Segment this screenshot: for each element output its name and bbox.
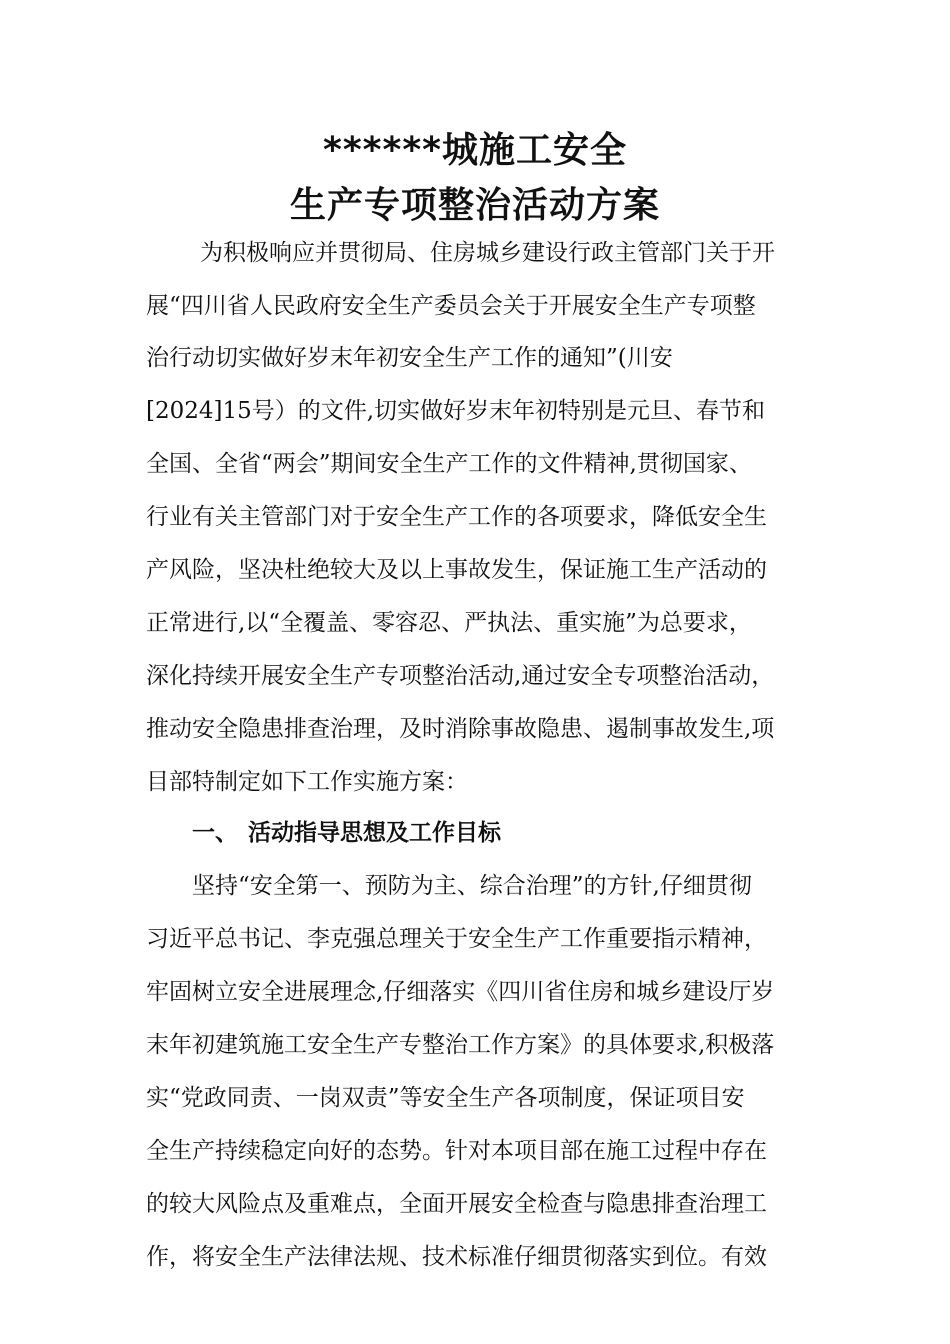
section-1-paragraph-line: 全生产持续稳定向好的态势。针对本项目部在施工过程中存在 bbox=[146, 1138, 767, 1164]
intro-paragraph-line: 深化持续开展安全生产专项整治活动,通过安全专项整治活动， bbox=[146, 663, 775, 689]
intro-paragraph-line: 为积极响应并贯彻局、住房城乡建设行政主管部门关于开 bbox=[200, 240, 775, 266]
section-1-number: 一、 bbox=[192, 820, 238, 846]
intro-paragraph-line: 治行动切实做好岁末年初安全生产工作的通知”(川安 bbox=[146, 345, 673, 371]
section-1-paragraph-line: 末年初建筑施工安全生产专整治工作方案》的具体要求,积极落 bbox=[146, 1032, 775, 1058]
document-title-line-2: 生产专项整治活动方案 bbox=[289, 185, 660, 226]
intro-paragraph-line: 正常进行,以“全覆盖、零容忍、严执法、重实施”为总要求， bbox=[146, 610, 752, 636]
intro-paragraph-line: 推动安全隐患排查治理，及时消除事故隐患、遏制事故发生,项 bbox=[146, 716, 775, 742]
section-1-paragraph-line: 实“党政同责、一岗双责”等安全生产各项制度，保证项目安 bbox=[146, 1085, 745, 1111]
intro-paragraph-line: 全国、全省“两会”期间安全生产工作的文件精神,贯彻国家、 bbox=[146, 451, 752, 477]
section-1-heading: 活动指导思想及工作目标 bbox=[248, 820, 501, 846]
intro-paragraph-line: [2024]15号）的文件,切实做好岁末年初特别是元旦、春节和 bbox=[146, 398, 766, 424]
document-title-line-1: ******城施工安全 bbox=[323, 130, 627, 171]
section-1-paragraph-line: 坚持“安全第一、预防为主、综合治理”的方针,仔细贯彻 bbox=[192, 873, 752, 899]
intro-paragraph-line: 行业有关主管部门对于安全生产工作的各项要求，降低安全生 bbox=[146, 504, 767, 530]
section-1-paragraph-line: 作，将安全生产法律法规、技术标准仔细贯彻落实到位。有效 bbox=[146, 1244, 767, 1270]
intro-paragraph-line: 展“四川省人民政府安全生产委员会关于开展安全生产专项整 bbox=[146, 293, 756, 319]
section-1-paragraph-line: 的较大风险点及重难点，全面开展安全检查与隐患排查治理工 bbox=[146, 1191, 767, 1217]
intro-paragraph-line: 目部特制定如下工作实施方案： bbox=[146, 769, 468, 795]
intro-paragraph-line: 产风险，坚决杜绝较大及以上事故发生，保证施工生产活动的 bbox=[146, 557, 767, 583]
section-1-paragraph-line: 牢固树立安全进展理念,仔细落实《四川省住房和城乡建设厅岁 bbox=[146, 979, 775, 1005]
section-1-paragraph-line: 习近平总书记、李克强总理关于安全生产工作重要指示精神， bbox=[146, 926, 767, 952]
